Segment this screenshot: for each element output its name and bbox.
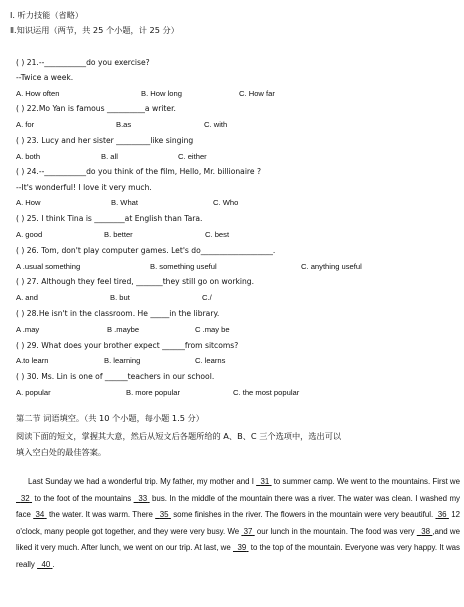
q25-option-a: A. good [16,230,43,239]
passage-text: ,and we liked it very much. After lunch, we went on our trip. At last, we [16,526,461,552]
q21-option-a: A. How often [16,89,60,98]
question-22-stem: ( ) 22.Mo Yan is famous __________a writer. [16,104,176,113]
question-29-stem: ( ) 29. What does your brother expect ______from sitcoms? [16,341,239,350]
blank-39 [233,543,249,552]
blank-34 [33,510,46,519]
question-24-stem: ( ) 24.--___________do you think of the film, Hello, Mr. billionaire ? [16,167,262,176]
section-1-heading: Ⅰ. 听力技能（省略） [10,10,84,20]
q27-option-a: A. and [16,293,38,302]
blank-32 [16,494,32,503]
question-23-stem: ( ) 23. Lucy and her sister _________like singing [16,136,194,145]
q30-option-a: A. popular [16,388,51,397]
question-21-answer-line: --Twice a week. [16,73,74,82]
question-21-stem: ( ) 21.--___________do you exercise? [16,58,150,67]
cloze-instruction-line-2: 填入空白处的最佳答案。 [16,447,107,457]
q28-option-a: A .may [16,325,40,334]
q27-option-b: B. but [110,293,130,302]
question-30-stem: ( ) 30. Ms. Lin is one of ______teachers in our school. [16,372,215,381]
q29-option-a: A.to learn [16,356,49,365]
q27-option-c: C./ [202,293,212,302]
q25-option-b: B. better [104,230,133,239]
q22-option-b: B.as [116,120,132,129]
q29-option-c: C. learns [195,356,226,365]
passage-text: Last Sunday we had a wonderful trip. My father, my mother and I [28,477,257,486]
blank-31-number: 31 [260,477,270,486]
blank-38 [417,527,433,536]
question-26-stem: ( ) 26. Tom, don't play computer games. Let's do___________________. [16,246,276,255]
q26-option-c: C. anything useful [301,262,362,271]
cloze-section-title: 第二节 词语填空。（共 10 个小题，每小题 1.5 分） [16,413,204,423]
q24-option-c: C. Who [213,198,239,207]
q23-option-a: A. both [16,152,41,161]
q28-option-c: C .may be [195,325,230,334]
cloze-instruction-line-1: 阅读下面的短文，掌握其大意，然后从短文后各题所给的 A、B、C 三个选项中，选出可以 [16,431,342,441]
blank-34-number: 34 [35,510,45,519]
question-27-stem: ( ) 27. Although they feel tired, _______they still go on working. [16,277,255,286]
passage-text: our lunch in the mountain. The food was very [254,526,417,536]
q29-option-b: B. learning [104,356,141,365]
blank-33-number: 33 [138,493,148,503]
passage-text: to the foot of the mountains [32,493,134,503]
question-25-stem: ( ) 25. I think Tina is ________at English than Tara. [16,214,203,223]
q23-option-c: C. either [178,152,207,161]
blank-36 [435,510,448,519]
passage-text: bus. In the middle of the mountain there was a river. The water was clean. I washed my face [16,493,460,519]
blank-31 [256,477,271,486]
q21-option-b: B. How long [141,89,182,98]
section-2-heading: Ⅱ.知识运用（两节，共 25 个小题，计 25 分） [10,25,179,35]
q30-option-c: C. the most popular [233,388,300,397]
blank-32-number: 32 [20,493,30,503]
q24-option-a: A. How [16,198,41,207]
passage-text: some finishes in the river. The flowers in the mountain were very beautiful. [170,510,436,519]
q25-option-c: C. best [205,230,230,239]
q28-option-b: B .maybe [107,325,140,334]
blank-37 [241,527,254,536]
q21-option-c: C. How far [239,89,275,98]
q26-option-a: A .usual something [16,262,81,271]
blank-39-number: 39 [237,543,247,552]
blank-40 [37,559,55,569]
passage-text: the water. It was warm. There [46,510,156,519]
blank-38-number: 38 [421,526,431,536]
blank-37-number: 37 [243,526,253,536]
q30-option-b: B. more popular [126,388,181,397]
blank-35-number: 35 [159,510,169,519]
q23-option-b: B. all [101,152,118,161]
blank-33 [134,494,150,503]
question-24-answer-line: --It's wonderful! I love it very much. [16,183,152,192]
blank-36-number: 36 [437,510,447,519]
blank-35 [155,510,171,519]
question-28-stem: ( ) 28.He isn't in the classroom. He _____in the library. [16,309,220,318]
passage-text: to the top of the mountain. Everyone was very happy. It was really [16,543,460,569]
q22-option-c: C. with [204,120,228,129]
q24-option-b: B. What [111,198,139,207]
passage-text: to summer camp. We went to the mountains. First we [271,477,460,486]
passage-text: 12 o'clock, many people got together, and they were very busy. We [16,510,460,536]
passage-text: . [52,559,55,569]
q22-option-a: A. for [16,120,35,129]
blank-40-number: 40 [41,559,51,569]
q26-option-b: B. something useful [150,262,217,271]
cloze-passage [16,474,460,573]
